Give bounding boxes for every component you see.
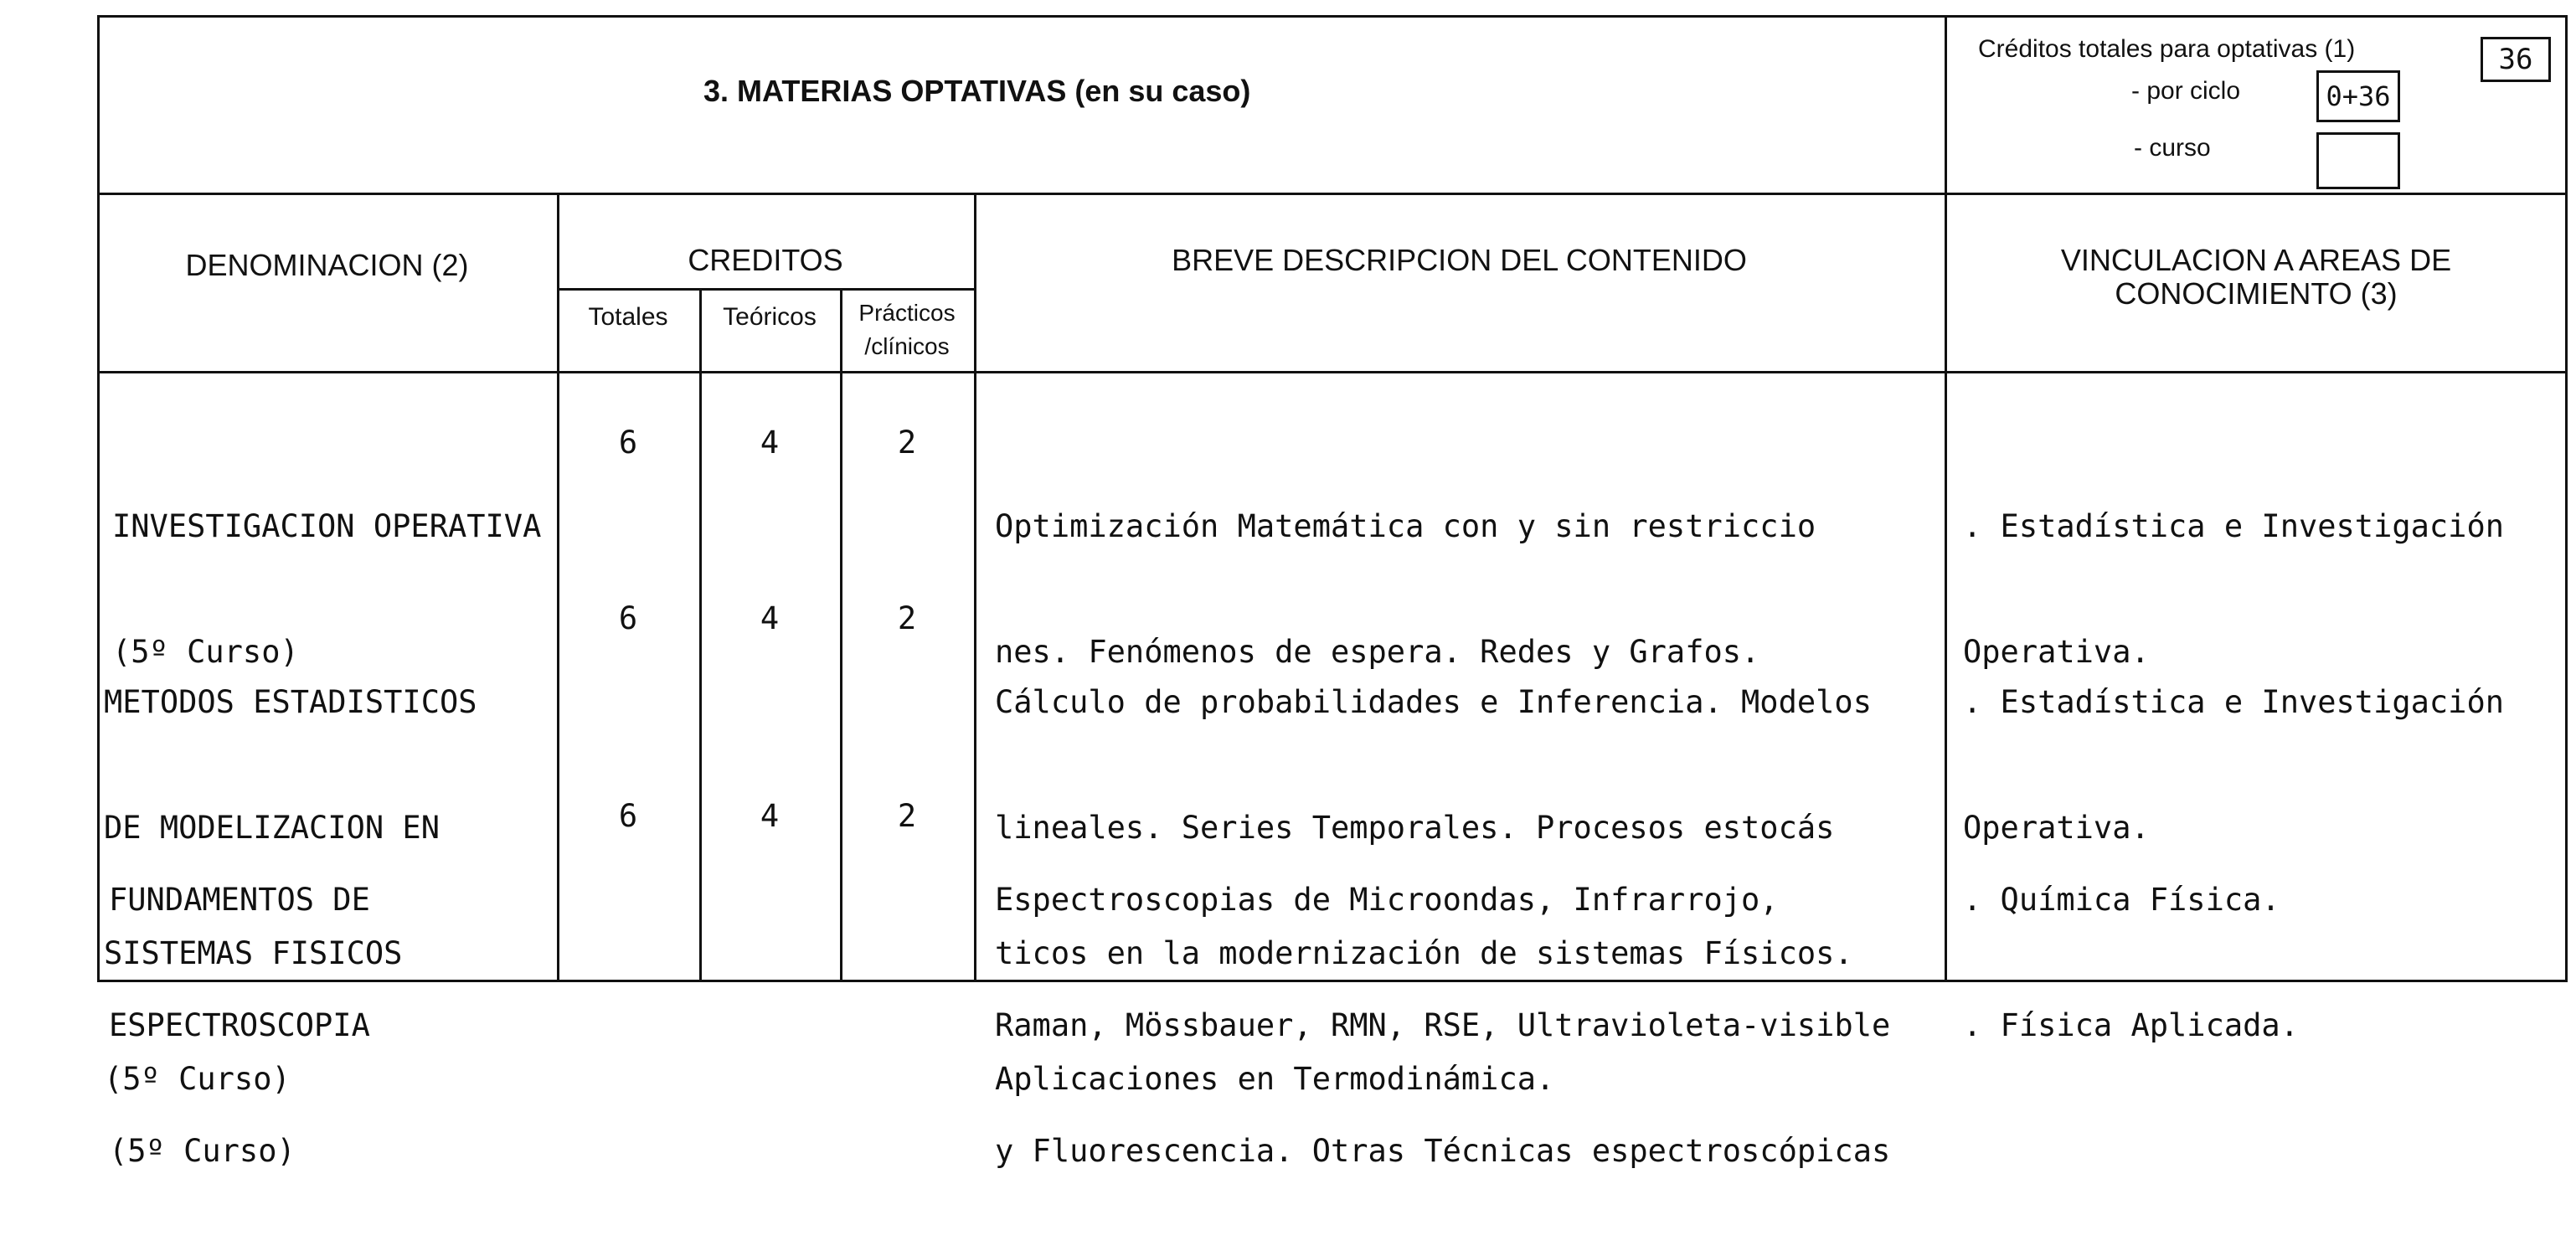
row-3-desc-line: y Fluorescencia. Otras Técnicas espectroscópicas xyxy=(995,1133,1891,1169)
col-totales: Totales xyxy=(588,303,668,331)
row-3-descripcion xyxy=(995,795,1890,1256)
row-2-name-line: SISTEMAS FISICOS xyxy=(104,935,403,971)
col-practicos: Prácticos xyxy=(858,300,956,326)
col-vinculacion-1: VINCULACION A AREAS DE xyxy=(2060,243,2452,277)
header-divider xyxy=(97,193,2568,195)
row-2-area-line: Operativa. xyxy=(1963,810,2150,846)
row-3-name-line: ESPECTROSCOPIA xyxy=(109,1007,370,1043)
row-2-desc-line: ticos en la modernización de sistemas Físicos. xyxy=(995,935,1853,971)
row-3-name-line: (5º Curso) xyxy=(109,1133,296,1169)
row-3-areas xyxy=(1963,795,2299,1130)
col-creditos: CREDITOS xyxy=(688,243,843,277)
row-1-desc-line: Optimización Matemática con y sin restriccio xyxy=(995,508,1816,544)
row-3-denominacion xyxy=(109,795,370,1256)
section-title: 3. MATERIAS OPTATIVAS (en su caso) xyxy=(703,74,1251,108)
left-border xyxy=(97,15,100,982)
creditos-totales-label: Créditos totales para optativas (1) xyxy=(1978,35,2356,63)
col-teoricos: Teóricos xyxy=(723,303,817,331)
row-1-teoricos: 4 xyxy=(760,425,780,461)
row-2-desc-line: Aplicaciones en Termodinámica. xyxy=(995,1061,1555,1097)
row-1-totales: 6 xyxy=(618,425,638,461)
col-descripcion: BREVE DESCRIPCION DEL CONTENIDO xyxy=(1172,243,1747,277)
curso-label: - curso xyxy=(2134,134,2211,162)
row-1-desc-line: nes. Fenómenos de espera. Redes y Grafos. xyxy=(995,634,1760,670)
row-3-desc-line: Espectroscopias de Microondas, Infrarrojo, xyxy=(995,882,1779,918)
row-2-desc-line: lineales. Series Temporales. Procesos estocás xyxy=(995,810,1835,846)
row-1-area-line: Operativa. xyxy=(1963,634,2150,670)
row-2-name-line: (5º Curso) xyxy=(104,1061,291,1097)
row-2-name-line: METODOS ESTADISTICOS xyxy=(104,684,477,720)
row-1-name-line: INVESTIGACION OPERATIVA xyxy=(112,508,542,544)
row-3-teoricos: 4 xyxy=(760,798,780,834)
row-3-practicos: 2 xyxy=(897,798,917,834)
creditos-totales-value: 36 xyxy=(2498,43,2533,76)
row-2-teoricos: 4 xyxy=(760,600,780,636)
col-denominacion: DENOMINACION (2) xyxy=(185,248,469,282)
row-3-area-line: . Física Aplicada. xyxy=(1963,1007,2299,1043)
row-2-desc-line: Cálculo de probabilidades e Inferencia. Modelos xyxy=(995,684,1872,720)
row-1-area-line: . Estadística e Investigación xyxy=(1963,508,2505,544)
curso-box xyxy=(2316,132,2400,189)
right-border xyxy=(2565,15,2568,982)
por-ciclo-box xyxy=(2316,70,2400,122)
col-clinicos: /clínicos xyxy=(864,333,950,359)
row-2-name-line: DE MODELIZACION EN xyxy=(104,810,440,846)
creditos-subdivider xyxy=(557,288,976,291)
col-vinculacion-2: CONOCIMIENTO (3) xyxy=(2115,276,2398,311)
row-1-name-line: (5º Curso) xyxy=(112,634,299,670)
row-2-area-line: . Estadística e Investigación xyxy=(1963,684,2505,720)
creditos-totales-box xyxy=(2481,37,2551,82)
top-border xyxy=(97,15,2568,18)
row-3-area-line: . Química Física. xyxy=(1963,882,2280,918)
row-2-practicos: 2 xyxy=(897,600,917,636)
row-1-practicos: 2 xyxy=(897,425,917,461)
row-3-desc-line: Raman, Mössbauer, RMN, RSE, Ultravioleta-visible xyxy=(995,1007,1891,1043)
col-divider-5 xyxy=(1945,15,1947,982)
row-3-name-line: FUNDAMENTOS DE xyxy=(109,882,370,918)
row-2-totales: 6 xyxy=(618,600,638,636)
por-ciclo-value: 0+36 xyxy=(2326,80,2391,112)
colhead-divider xyxy=(97,371,2568,373)
por-ciclo-label: - por ciclo xyxy=(2131,77,2241,105)
row-3-totales: 6 xyxy=(618,798,638,834)
col-divider-4 xyxy=(974,193,976,982)
